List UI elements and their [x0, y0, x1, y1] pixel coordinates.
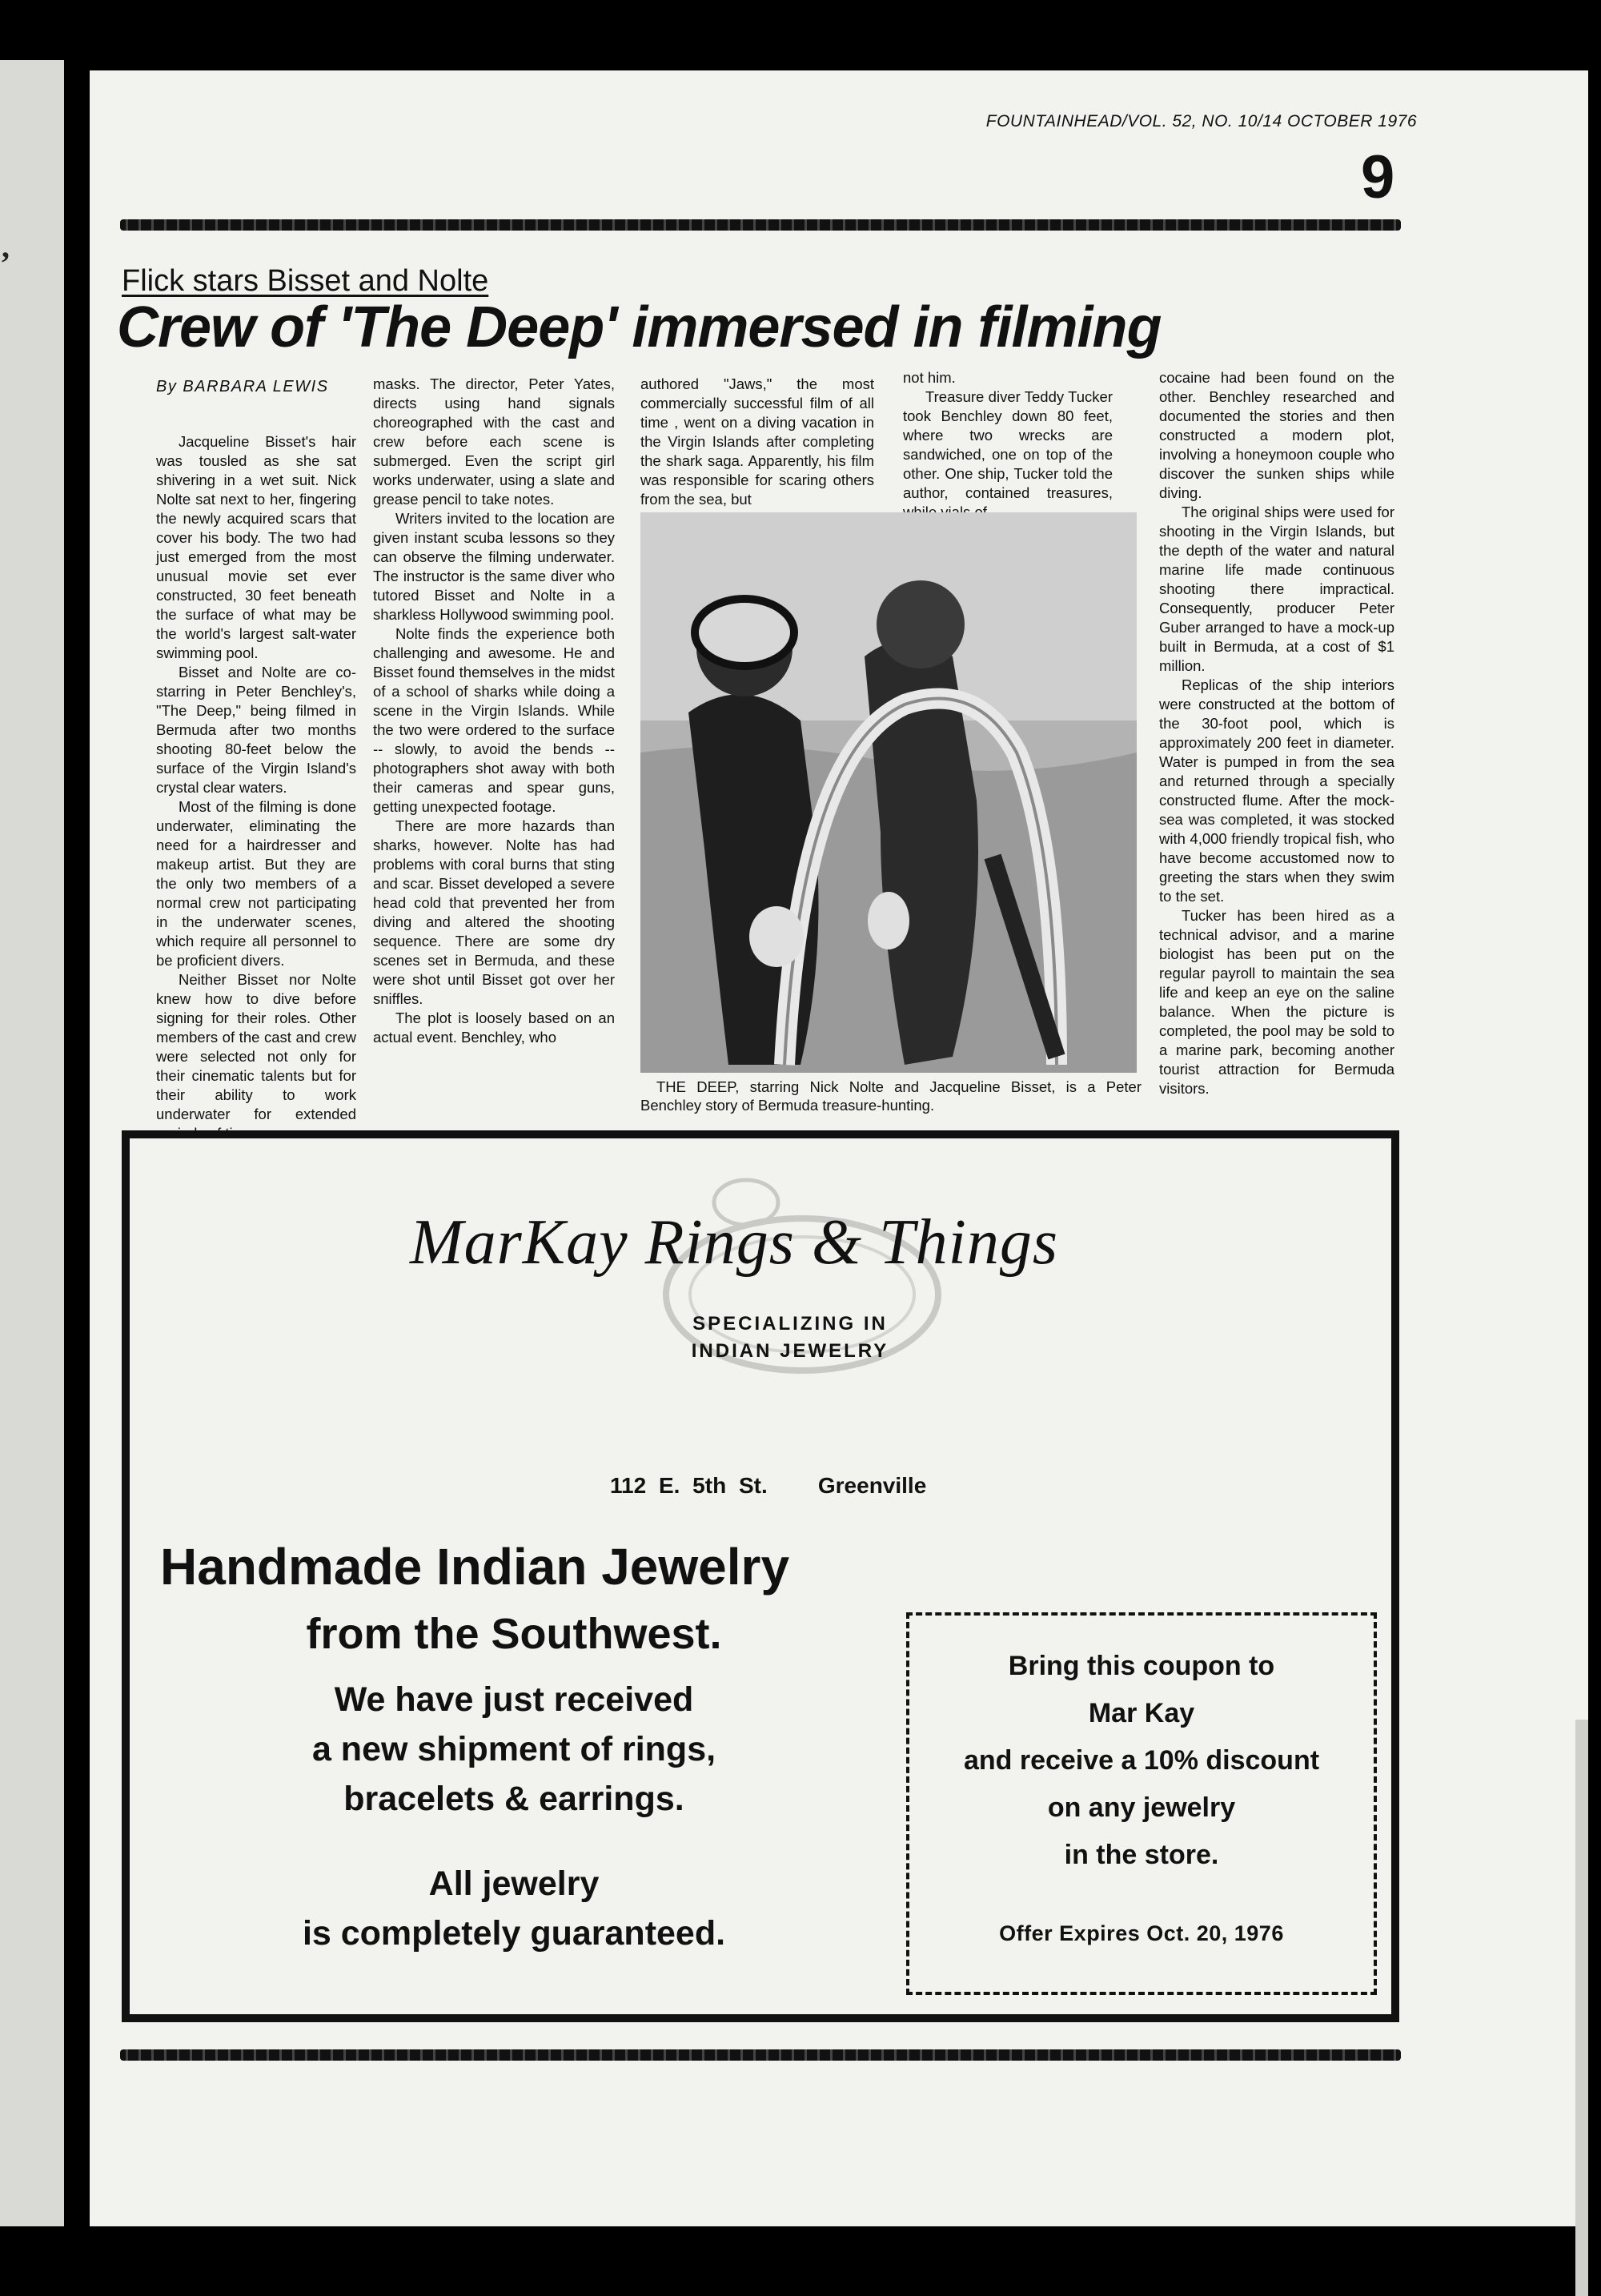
paragraph: Most of the filming is done underwater, eliminating the need for a hairdresser and makeup artist. But they are the only two members of a normal crew not participating in the underwater scenes, which require all personnel to be proficient divers. — [156, 798, 356, 969]
article-headline: Crew of 'The Deep' immersed in filming — [117, 295, 1162, 359]
paragraph: The plot is loosely based on an actual event. Benchley, who — [373, 1010, 615, 1046]
street-address: 112 E. 5th St. — [610, 1473, 768, 1498]
page-edge-strip — [1575, 1720, 1588, 2296]
paragraph: Treasure diver Teddy Tucker took Benchley down 80 feet, where two wrecks are sandwiched, one on top of the other. One ship, Tucker told the author, contained treasures, — [903, 388, 1113, 501]
specialty-line: SPECIALIZING IN — [692, 1313, 888, 1335]
ad-body — [162, 1675, 866, 1824]
jewelry-advertisement — [122, 1130, 1399, 2022]
article-column-2 — [373, 375, 615, 1047]
divers-photo-illustration — [640, 512, 1137, 1073]
paragraph: Tucker has been hired as a technical advisor, and a marine biologist has been put on the regular payroll to maintain the sea life and keep an eye on the saline balance. When the picture is completed, the pool may be sold to a marine park, becoming another tourist attraction for Bermuda visitors. — [1159, 907, 1394, 1097]
paragraph: Jacqueline Bisset's hair was tousled as she sat shivering in a wet suit. Nick Nolte sat next to her, fingering the newly acquired scars that cover his body. The two had just emerged from the most unusual movie set ever constructed, 30 feet beneath the surface of what may be the world's largest salt-water swimming pool. — [156, 433, 356, 661]
store-specialty — [662, 1311, 918, 1365]
photo-caption: THE DEEP, starring Nick Nolte and Jacqueline Bisset, is a Peter Benchley story of Bermuda treasure-hunting. — [640, 1078, 1142, 1114]
bottom-rule — [120, 2049, 1401, 2061]
paragraph: masks. The director, Peter Yates, directs using hand signals choreographed with the cast and crew before each scene is submerged. Even the script girl works underwater, using a slate and grease pencil to take notes. — [373, 375, 615, 508]
store-address — [610, 1473, 926, 1499]
store-name: MarKay Rings & Things — [410, 1207, 1058, 1278]
paragraph: There are more hazards than sharks, however. Nolte has had problems with coral burns that sting and scar. Bisset developed a severe head cold that prevented her from diving and altered the shooting sequence. There are some dry scenes set in Bermuda, and these were shot until Bisset got over her sniffles. — [373, 817, 615, 1007]
body-line: bracelets & earrings. — [343, 1780, 684, 1818]
paragraph: Replicas of the ship interiors were constructed at the bottom of the 30-foot pool, which is approximately 200 feet in diameter. Water is pumped in from the sea and returned through a specially constructed flume. After the mock-sea was completed, it was stocked with 4,000 friendly tropical fish, who have become accustomed now to greeting the stars when they swim to the set. — [1159, 676, 1394, 905]
specialty-line: INDIAN JEWELRY — [691, 1340, 889, 1362]
guarantee-line: is completely guaranteed. — [302, 1914, 726, 1953]
top-rule — [120, 219, 1401, 231]
article-column-3 — [640, 375, 874, 509]
article-kicker: Flick stars Bisset and Nolte — [122, 264, 489, 298]
ad-headline: Handmade Indian Jewelry — [160, 1538, 790, 1596]
paragraph: Writers invited to the location are given instant scuba lessons so they can observe the filming underwater. The instructor is the same diver who tutored Bisset and Nolte in a sharkless Hollywood swimming pool. — [373, 510, 615, 623]
coupon-text — [909, 1643, 1374, 1879]
paragraph: The original ships were used for shooting in the Virgin Islands, but the depth of the water and natural marine life made continuous shooting there impractical. Consequently, producer Peter Guber arranged to have a mock-up built in Bermuda, at a cost of $1 million. — [1159, 504, 1394, 674]
page-number: 9 — [1361, 143, 1395, 211]
guarantee-line: All jewelry — [428, 1864, 600, 1903]
adjacent-page-edge — [0, 60, 64, 2226]
city: Greenville — [817, 1473, 927, 1498]
coupon-line: Mar Kay — [1088, 1698, 1195, 1728]
paragraph: not him. — [903, 369, 956, 386]
coupon-expiration: Offer Expires Oct. 20, 1976 — [999, 1921, 1284, 1945]
paragraph: Neither Bisset nor Nolte knew how to dive before signing for their roles. Other members of the cast and crew were selected not only for their cinematic talents but for their ability to work underwater for extended — [156, 971, 356, 1122]
paragraph: authored "Jaws," the most commercially successful film of all time , went on a diving vacation in the Virgin Islands after completing the shark saga. Apparently, his film was responsible for scaring others from the sea, but — [640, 375, 874, 508]
coupon-line: and receive a 10% discount — [963, 1745, 1320, 1776]
paragraph: cocaine had been found on the other. Benchley researched and documented the stories and then constructed a modern plot, involving a honeymoon couple who discover the sunken ships while diving. — [1159, 369, 1394, 501]
body-line: We have just received — [334, 1680, 694, 1719]
article-column-4 — [903, 368, 1113, 522]
coupon-line: in the store. — [1064, 1840, 1219, 1870]
coupon-line: Bring this coupon to — [1008, 1651, 1275, 1681]
paragraph: Bisset and Nolte are co-starring in Peter Benchley's, "The Deep," being filmed in Bermuda after two months shooting 80-feet below the surface of the Virgin Island's crystal clear waters. — [156, 664, 356, 796]
paragraph: Nolte finds the experience both challenging and awesome. He and Bisset found themselves in the midst of a school of sharks while doing a scene in the Virgin Islands. While the two were ordered to the surface -- slowly, to avoid the bends -- photographers shot away with both their cameras and spear guns, getting unexpected footage. — [373, 625, 615, 815]
divers-photo — [640, 512, 1137, 1073]
coupon-line: on any jewelry — [1047, 1792, 1236, 1823]
article-column-5 — [1159, 368, 1394, 1098]
discount-coupon — [906, 1612, 1377, 1995]
ad-subheadline: from the Southwest. — [306, 1610, 722, 1658]
body-line: a new shipment of rings, — [311, 1730, 716, 1768]
adjacent-page-mark: ’ — [0, 245, 11, 281]
masthead: FOUNTAINHEAD/VOL. 52, NO. 10/14 OCTOBER 1976 — [985, 112, 1417, 130]
article-byline: By BARBARA LEWIS — [156, 378, 329, 395]
ad-guarantee — [162, 1859, 866, 1958]
article-column-1 — [156, 432, 356, 1220]
